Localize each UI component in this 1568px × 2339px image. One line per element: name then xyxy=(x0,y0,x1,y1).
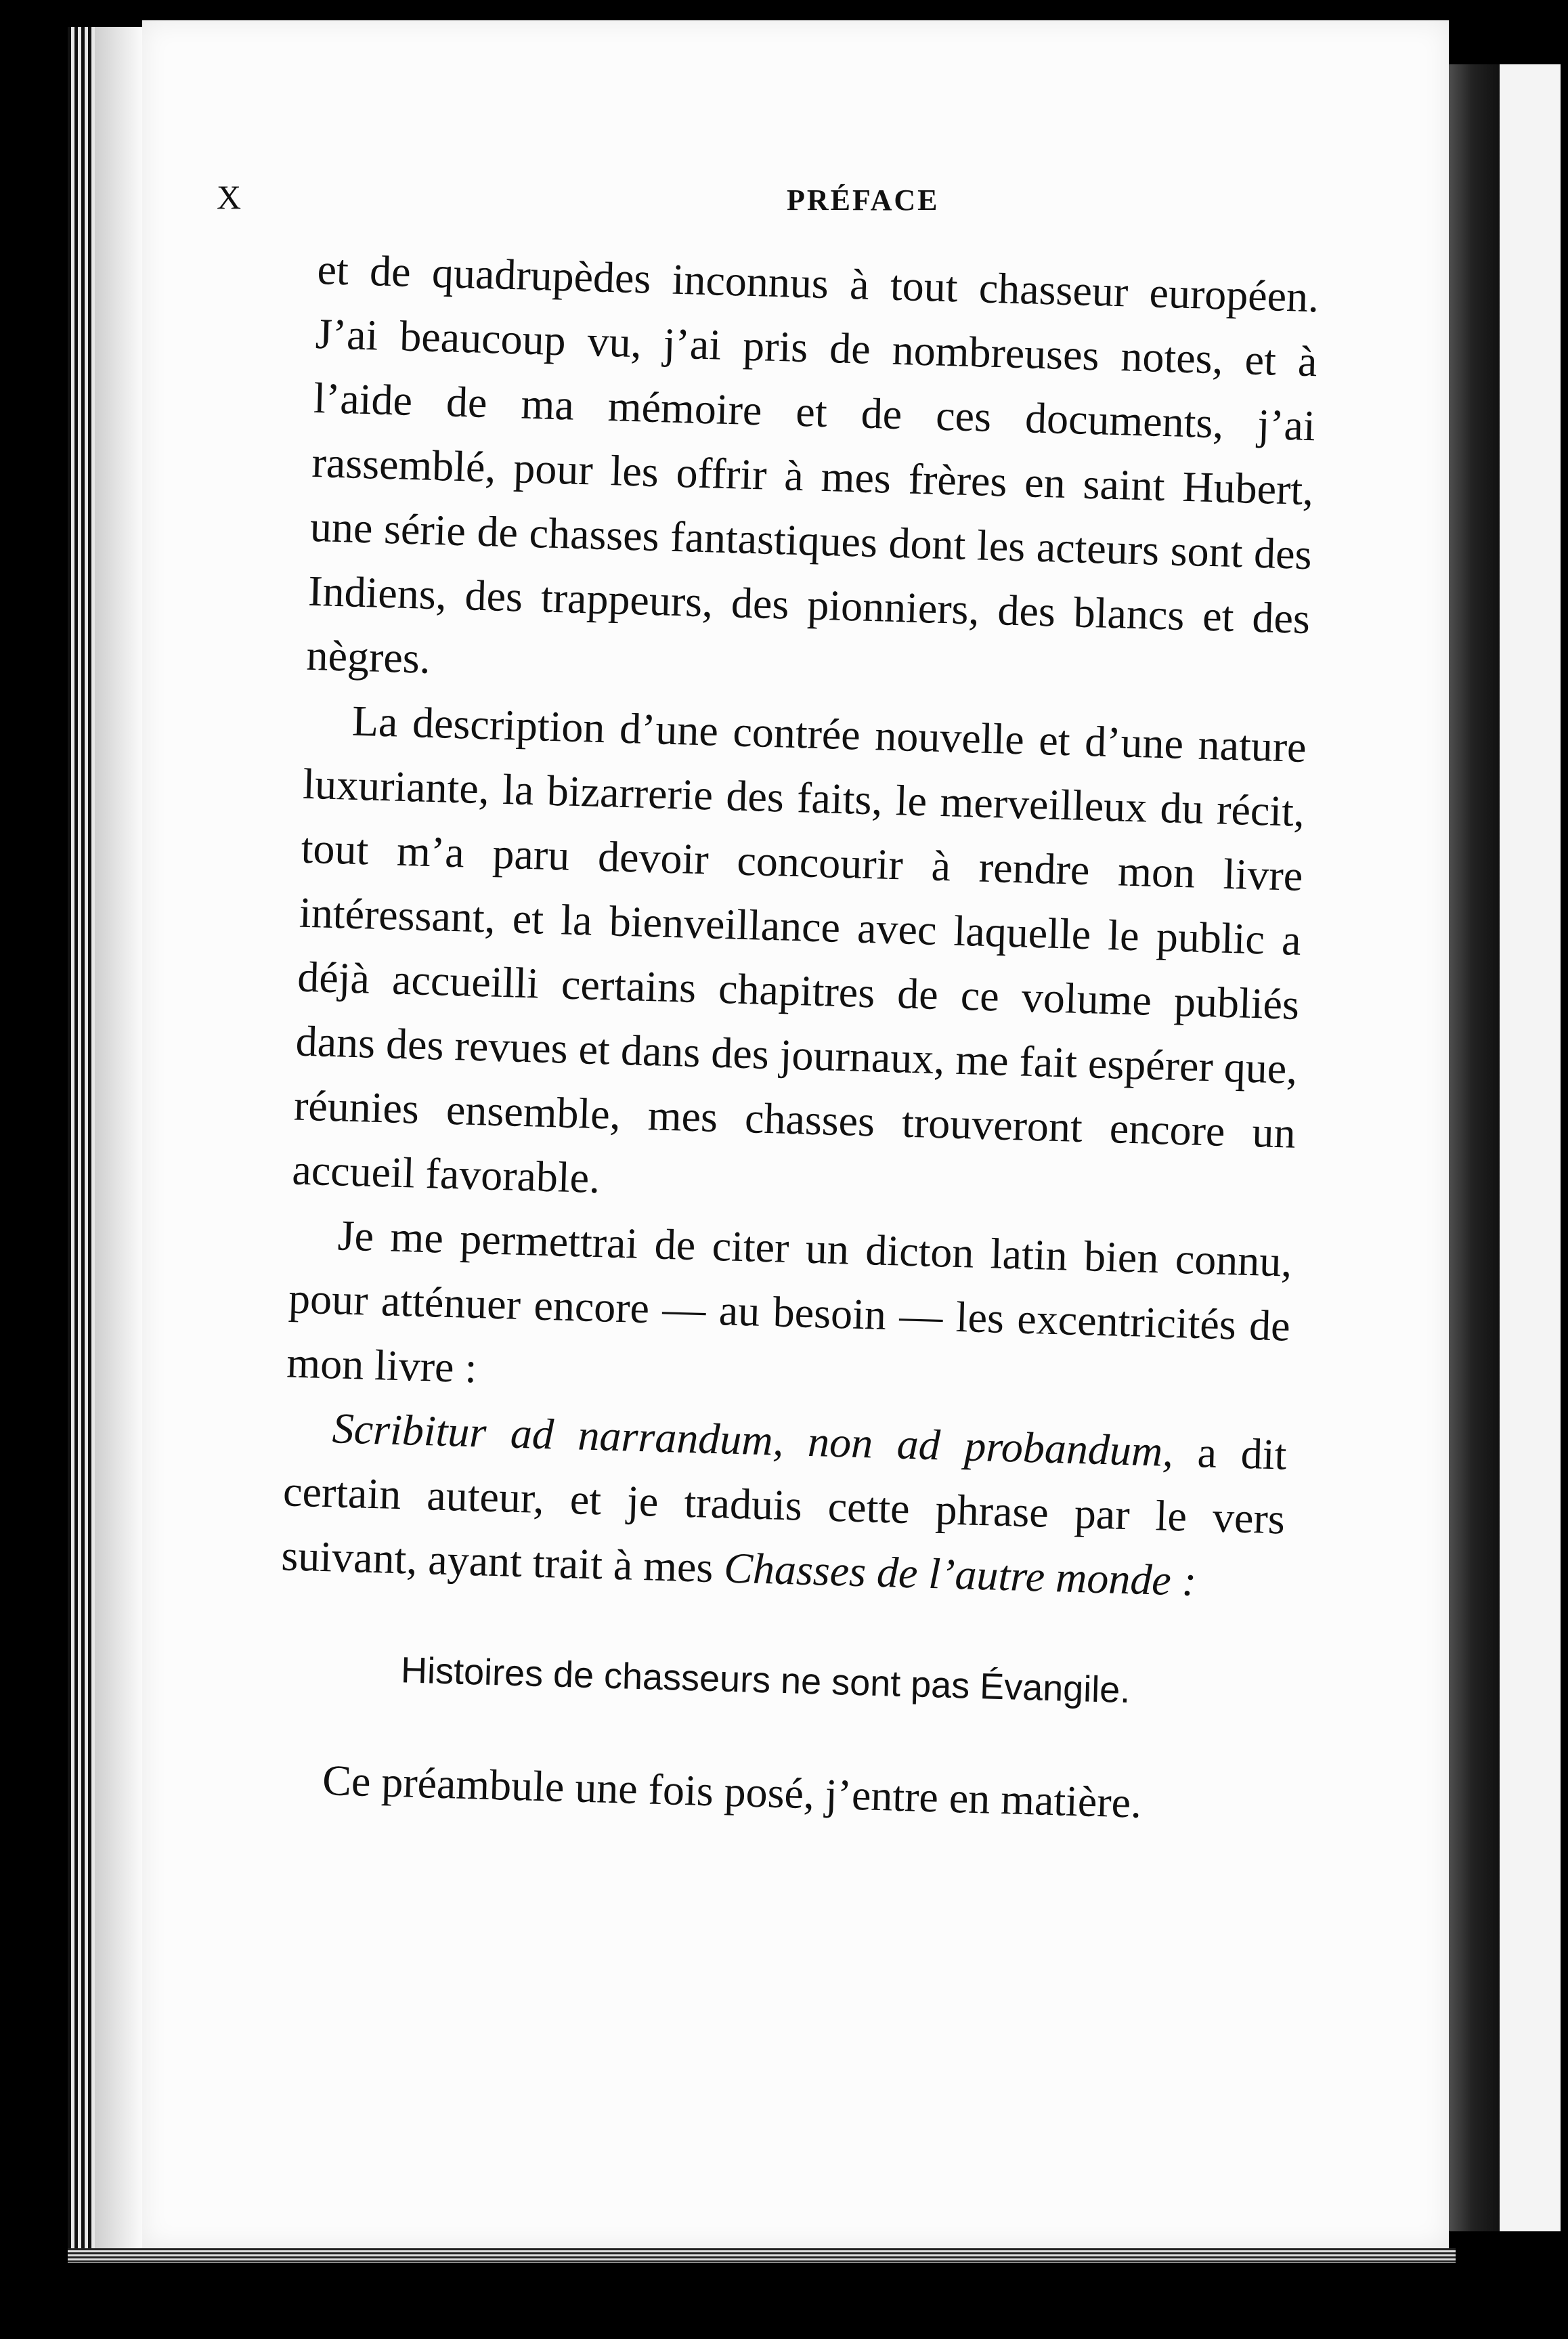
verse-quote: Histoires de chasseurs ne sont pas Évangile. xyxy=(400,1650,1131,1711)
page-title: PRÉFACE xyxy=(787,184,940,217)
paragraph-3: Je me permettrai de citer un dicton latin bien connu, pour atténuer encore — au besoin — les excentricités de mon livre : xyxy=(286,1211,1293,1392)
facing-page-edge xyxy=(1500,64,1561,2231)
latin-maxim: Scribitur ad narrandum, non ad probandum, xyxy=(331,1404,1175,1476)
paragraph-2: La description d’une contrée nouvelle et d’une nature luxuriante, la bizarrerie des faits, le merveilleux du récit, tout m’a paru devoir concourir à rendre mon livre intéressant, et la bienveillance avec laquelle le public a déjà accueilli certains chapitres de ce volume publiés dans des revues et dans des journaux, me fait espérer que, réunies ensemble, mes chasses trouveront encore un accueil favorable. xyxy=(291,696,1307,1203)
page-number: X xyxy=(217,178,242,216)
paragraph-4-text: a dit certain auteur, et je traduis cette phrase par le vers suivant, ayant trait à mes xyxy=(280,1427,1288,1592)
page-edges-bottom xyxy=(68,2248,1456,2263)
paragraph-1: et de quadrupèdes inconnus à tout chasseur européen. J’ai beaucoup vu, j’ai pris de nombreuses notes, et à l’aide de ma mémoire et de ces documents, j’ai rassemblé, pour les offrir à mes frères en saint Hubert, une série de chasses fantastiques dont les acteurs sont des Indiens, des trappeurs, des pionniers, des blancs et des nègres. xyxy=(305,244,1320,683)
body-text xyxy=(274,237,1320,1839)
paragraph-4 xyxy=(280,1394,1287,1615)
running-head xyxy=(217,177,1327,225)
closing-line: Ce préambule une fois posé, j’entre en matière. xyxy=(322,1756,1143,1827)
binding-shadow-right xyxy=(1445,64,1500,2231)
book-title-reference: Chasses de l’autre monde : xyxy=(723,1543,1198,1605)
page-edge-strip xyxy=(95,27,142,2262)
